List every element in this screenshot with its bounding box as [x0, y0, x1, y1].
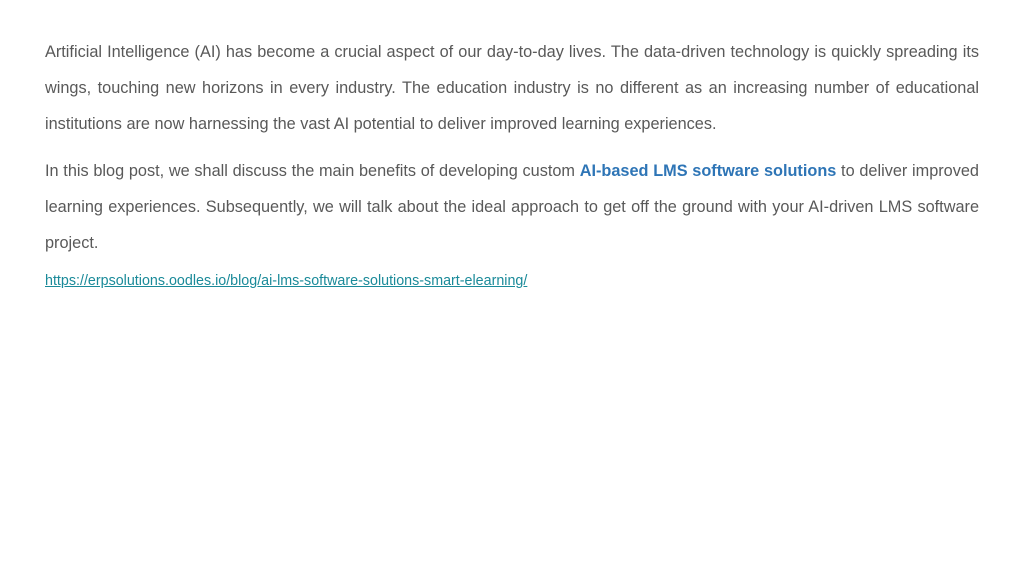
- document-body: [45, 34, 979, 290]
- paragraph-text-before: In this blog post, we shall discuss the main benefits of developing custom: [45, 162, 580, 180]
- intro-paragraph: Artificial Intelligence (AI) has become a crucial aspect of our day-to-day lives. The data-driven technology is quickly spreading its wings, touching new horizons in every industry. The education industry is no different as an increasing number of educational institutions are now harnessing the vast AI potential to deliver improved learning experiences.: [45, 43, 979, 133]
- blog-overview-paragraph: [45, 153, 979, 261]
- paragraph-text-after: to deliver improved learning experiences. Subsequently, we will talk about the ideal approach to get off the ground with your AI-driven LMS software project.: [45, 162, 979, 252]
- ai-lms-solutions-link[interactable]: AI-based LMS software solutions: [579, 162, 837, 180]
- source-url-link[interactable]: https://erpsolutions.oodles.io/blog/ai-lms-software-solutions-smart-elearning/: [45, 273, 528, 289]
